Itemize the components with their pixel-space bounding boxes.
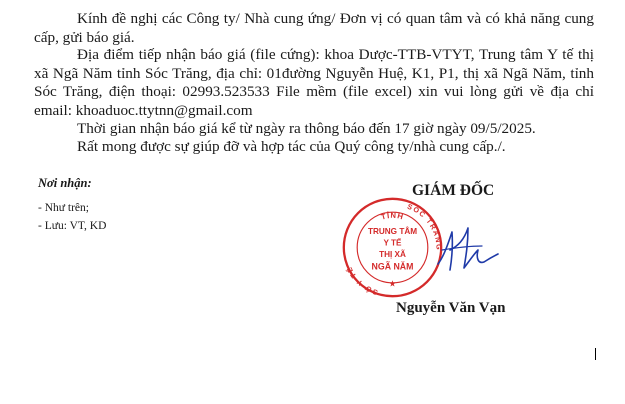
paragraph-closing (34, 138, 594, 157)
recipient-item: - Lưu: VT, KD (38, 220, 107, 232)
seal-center-line: NGÃ NĂM (371, 261, 414, 272)
star-icon: ★ (388, 279, 397, 290)
recipient-item: - Như trên; (38, 202, 89, 214)
signature-stroke (442, 246, 482, 250)
seal-left-arc-text: SỞ Y TẾ (345, 264, 379, 297)
seal-center-line: THỊ XÃ (379, 250, 406, 260)
seal-center-line: TRUNG TÂM (367, 227, 418, 237)
paragraph-invitation-text: Kính đề nghị các Công ty/ Nhà cung ứng/ Đơn vị có quan tâm và có khả năng cung cấp, gửi báo giá. (34, 10, 594, 46)
text-cursor (595, 348, 596, 360)
signer-title: GIÁM ĐỐC (412, 182, 495, 199)
signer-name: Nguyễn Văn Vạn (396, 300, 506, 316)
official-seal (340, 195, 445, 300)
paragraph-delivery-address (34, 46, 594, 120)
paragraph-deadline (34, 120, 594, 139)
paragraph-deadline-text: Thời gian nhận báo giá kể từ ngày ra thông báo đến 17 giờ ngày 09/5/2025. (77, 120, 536, 137)
seal-right-arc-text: SÓC TRĂNG (406, 202, 443, 252)
recipients-title: Nơi nhận: (38, 176, 92, 190)
paragraph-closing-text: Rất mong được sự giúp đỡ và hợp tác của Quý công ty/nhà cung cấp./. (77, 138, 506, 155)
seal-top-arc-text: TỈNH (380, 210, 405, 222)
handwritten-signature (434, 220, 500, 276)
paragraph-delivery-address-text: Địa điểm tiếp nhận báo giá (file cứng): khoa Dược-TTB-VTYT, Trung tâm Y tế thị xã Ngã Năm tỉnh Sóc Trăng, địa chỉ: 01đường Nguyễn Huệ, K1, P1, thị xã Ngã Năm, tỉnh Sóc Trăng, điện thoại: 02993.523533 File mềm (file excel) xin vui lòng gửi về địa chỉ email: khoaduoc.ttytnn@gmail.com (34, 46, 594, 119)
paragraph-invitation (34, 10, 594, 47)
seal-center-line: Y TẾ (383, 238, 402, 248)
